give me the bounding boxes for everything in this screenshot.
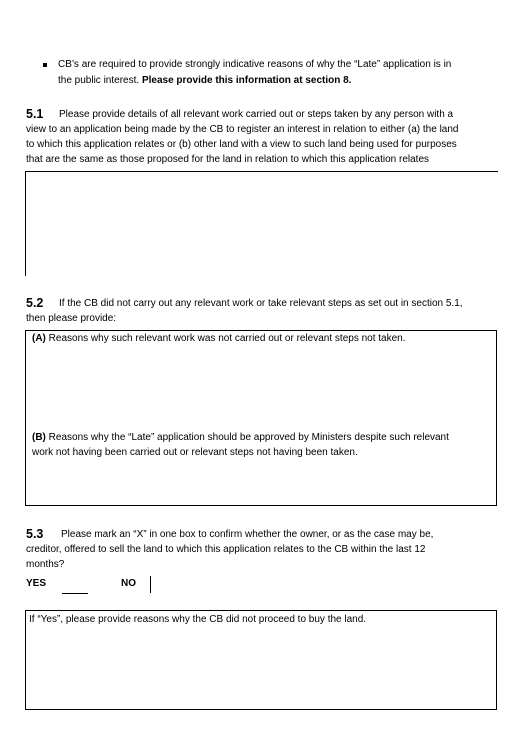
section-5-3-line-3: months? (26, 559, 65, 570)
part-a-label: (A) (32, 333, 46, 344)
yes-label: YES (26, 578, 47, 589)
section-5-1-line-1: Please provide details of all relevant work carried out or steps taken by any person with a (59, 109, 454, 120)
section-5-2-part-b (32, 432, 449, 444)
section-5-2-line-1: If the CB did not carry out any relevant work or take relevant steps as set out in section 5.1, (59, 298, 463, 309)
bullet-line-2-bold: Please provide this information at section 8. (141, 75, 352, 86)
section-5-3-line-2: creditor, offered to sell the land to which this application relates to the CB within the last 12 (26, 544, 426, 555)
bullet-line-1: CB’s are required to provide strongly indicative reasons of why the “Late” application is in (58, 59, 452, 70)
section-5-3-line-1: Please mark an “X” in one box to confirm whether the owner, or as the case may be, (61, 529, 434, 540)
part-a-text: Reasons why such relevant work was not carried out or relevant steps not taken. (48, 333, 406, 344)
bullet-line-2 (58, 75, 351, 87)
no-checkbox[interactable] (150, 576, 151, 593)
yes-checkbox[interactable] (62, 577, 88, 594)
section-5-2-line-2: then please provide: (26, 313, 117, 324)
section-5-2-number: 5.2 (26, 296, 44, 310)
section-5-3-number: 5.3 (26, 527, 44, 541)
bullet-marker (43, 63, 47, 67)
part-b-text-line-2: work not having been carried out or relevant steps not having been taken. (32, 447, 358, 458)
section-5-2-part-a (32, 333, 406, 345)
section-5-1-line-3: to which this application relates or (b) other land with a view to such land being used for purposes (26, 139, 457, 150)
section-5-1-line-2: view to an application being made by the CB to register an interest in relation to either (a) the land (26, 124, 459, 135)
part-b-text-line-1: Reasons why the “Late” application should be approved by Ministers despite such relevant (48, 432, 449, 443)
section-5-1-line-4: that are the same as those proposed for the land in relation to which this application relates (26, 154, 430, 165)
part-b-label: (B) (32, 432, 46, 443)
if-yes-prompt: If “Yes”, please provide reasons why the CB did not proceed to buy the land. (29, 614, 367, 625)
section-5-1-number: 5.1 (26, 107, 44, 121)
bullet-line-2-normal: the public interest. (58, 75, 140, 86)
section-5-2-answer-box[interactable] (25, 330, 497, 506)
section-5-1-answer-box[interactable] (25, 171, 498, 276)
no-label: NO (121, 578, 136, 589)
